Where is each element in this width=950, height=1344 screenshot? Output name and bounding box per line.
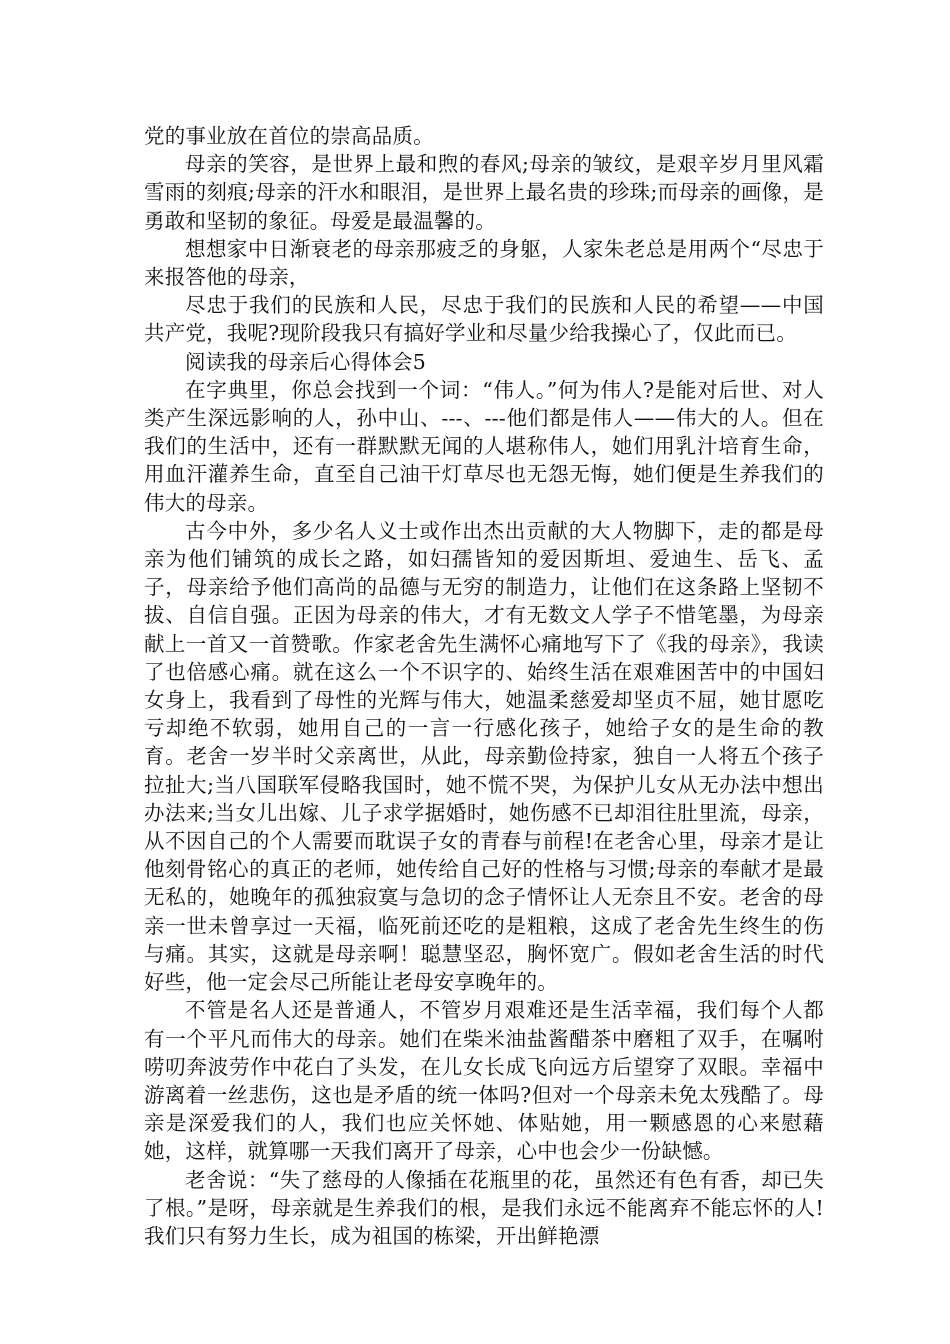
paragraph-ordinary-mothers: 不管是名人还是普通人，不管岁月艰难还是生活幸福，我们每个人都有一个平凡而伟大的母亲。她们在柴米油盐酱醋茶中磨粗了双手，在嘱咐唠叨奔波劳作中花白了头发，在儿女长成飞向远方后望穿了双眼。幸福中游离着一丝悲伤，这也是矛盾的统一体吗?但对一个母亲未免太残酷了。母亲是深爱我们的人，我们也应关怀她、体贴她，用一颗感恩的心来慰藉她，这样，就算哪一天我们离开了母亲，心中也会少一份缺憾。 — [144, 998, 824, 1164]
paragraph-laoshe-quote: 老舍说：“失了慈母的人像插在花瓶里的花，虽然还有色有香，却已失了根。”是呀，母亲就是生养我们的根，是我们永远不能离弃不能忘怀的人!我们只有努力生长，成为祖国的栋梁，开出鲜艳漂 — [144, 1167, 824, 1248]
body-text — [144, 122, 824, 1250]
paragraph-loyalty: 尽忠于我们的民族和人民，尽忠于我们的民族和人民的希望——中国共产党，我呢?现阶段我只有搞好学业和尽量少给我操心了，仅此而已。 — [144, 293, 824, 346]
paragraph-continuation: 党的事业放在首位的崇高品质。 — [144, 124, 434, 148]
paragraph-aging-mother: 想想家中日渐衰老的母亲那疲乏的身躯，人家朱老总是用两个“尽忠于来报答他的母亲， — [144, 236, 824, 290]
section-heading: 阅读我的母亲后心得体会5 — [185, 349, 426, 374]
paragraph-great-people: 在字典里，你总会找到一个词：“伟人。”何为伟人?是能对后世、对人类产生深远影响的人，孙中山、---、---他们都是伟人——伟大的人。但在我们的生活中，还有一群默默无闻的人堪称伟人，她们用乳汁培育生命，用血汗灌养生命，直至自己油干灯草尽也无怨无悔，她们便是生养我们的伟大的母亲。 — [144, 377, 824, 515]
paragraph-mother-smile: 母亲的笑容，是世界上最和煦的春风;母亲的皱纹，是艰辛岁月里风霜雪雨的刻痕;母亲的汗水和眼泪，是世界上最名贵的珍珠;而母亲的画像，是勇敢和坚韧的象征。母爱是最温馨的。 — [144, 152, 824, 233]
paragraph-laoshe-mother: 古今中外，多少名人义士或作出杰出贡献的大人物脚下，走的都是母亲为他们铺筑的成长之路，如妇孺皆知的爱因斯坦、爱迪生、岳飞、孟子，母亲给予他们高尚的品德与无穷的制造力，让他们在这条路上坚韧不拔、自信自强。正因为母亲的伟大，才有无数文人学子不惜笔墨，为母亲献上一首又一首赞歌。作家老舍先生满怀心痛地写下了《我的母亲》，我读了也倍感心痛。就在这么一个不识字的、始终生活在艰难困苦中的中国妇女身上，我看到了母性的光辉与伟大，她温柔慈爱却坚贞不屈，她甘愿吃亏却绝不软弱，她用自己的一言一行感化孩子，她给子女的是生命的教育。老舍一岁半时父亲离世，从此，母亲勤俭持家，独自一人将五个孩子拉扯大;当八国联军侵略我国时，她不慌不哭，为保护儿女从无办法中想出办法来;当女儿出嫁、儿子求学据婚时，她伤感不已却泪往肚里流，母亲，从不因自己的个人需要而耽误子女的青春与前程!在老舍心里，母亲才是让他刻骨铭心的真正的老师，她传给自己好的性格与习惯;母亲的奉献才是最无私的，她晚年的孤独寂寞与急切的念子情怀让人无奈且不安。老舍的母亲一世未曾享过一天福，临死前还吃的是粗粮，这成了老舍先生终生的伤与痛。其实，这就是母亲啊！聪慧坚忍，胸怀宽广。假如老舍生活的时代好些，他一定会尽己所能让老母安享晚年的。 — [144, 518, 824, 995]
